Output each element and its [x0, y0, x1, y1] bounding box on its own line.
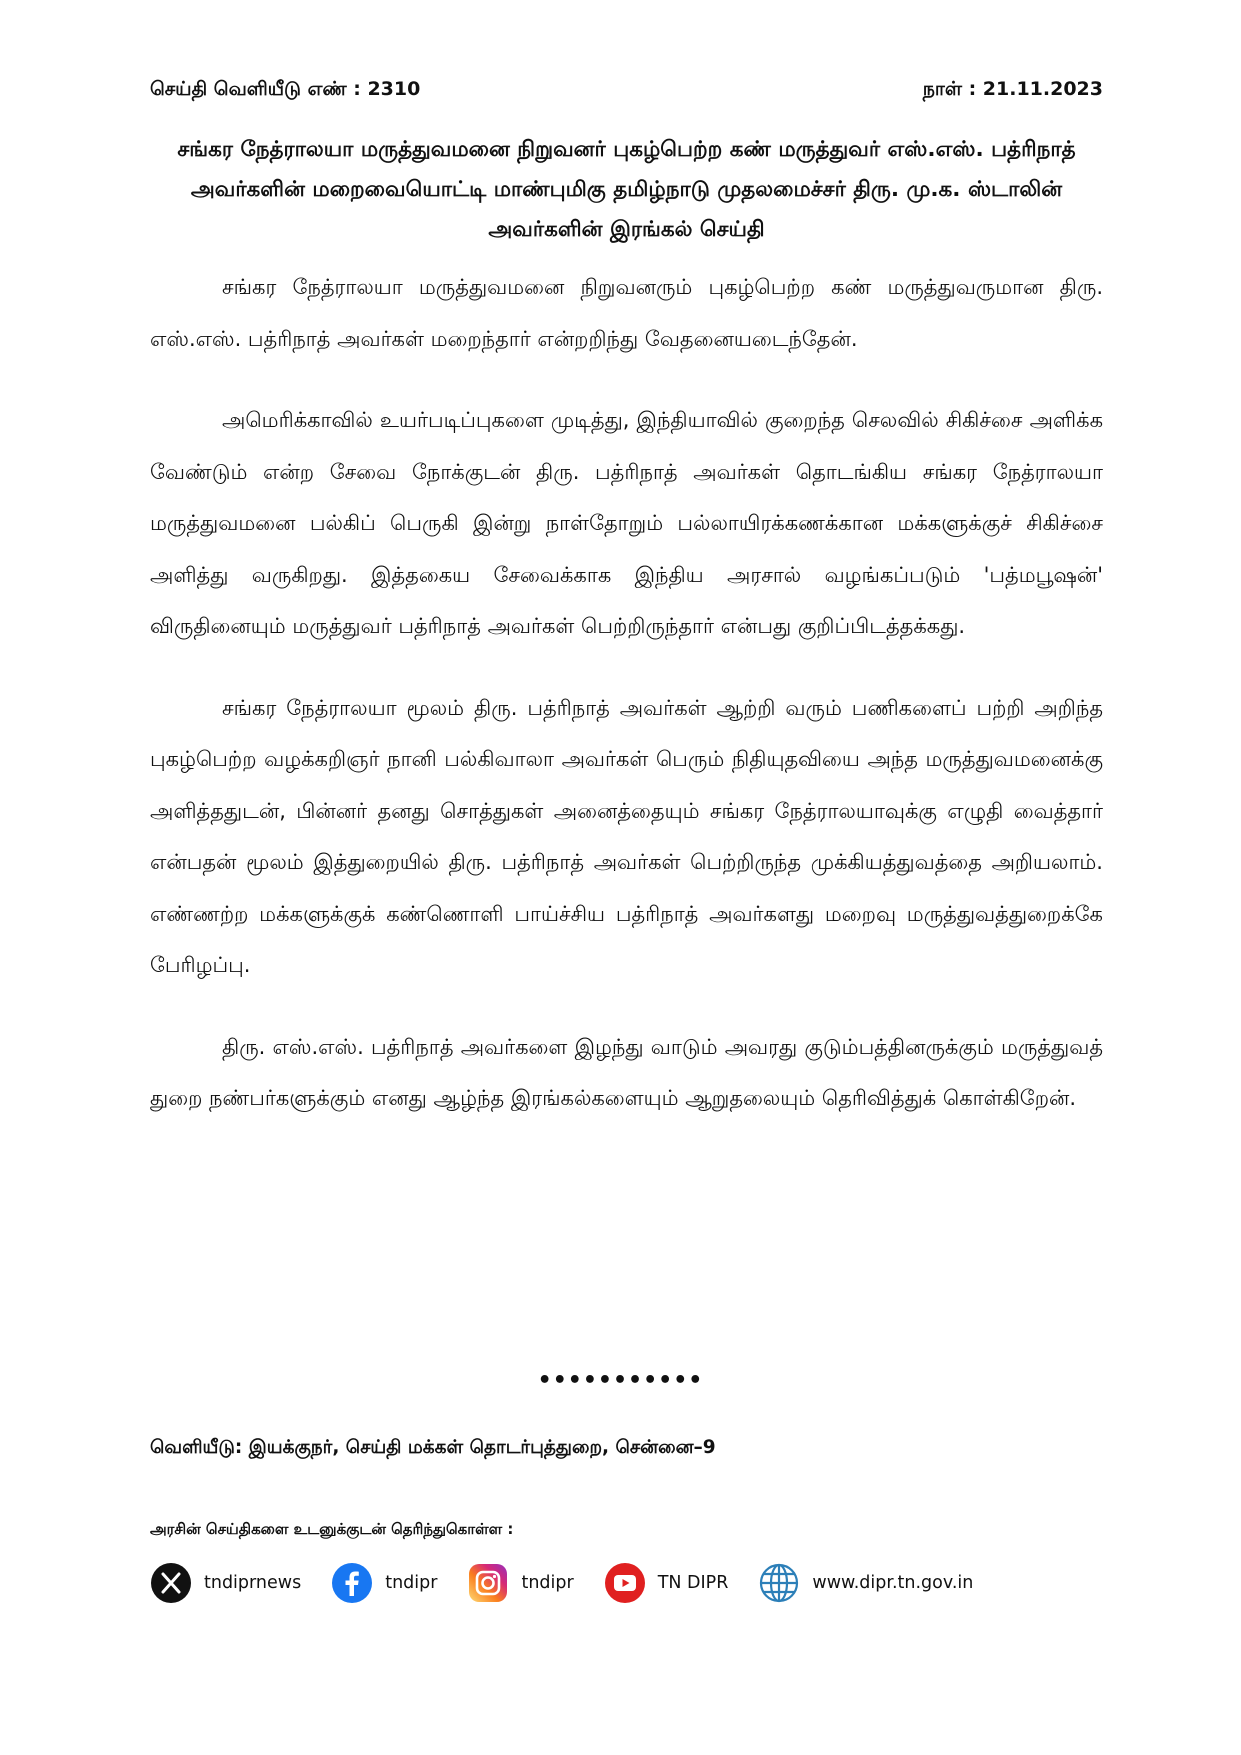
- paragraph-4: திரு. எஸ்.எஸ். பத்ரிநாத் அவர்களை இழந்து வாடும் அவரது குடும்பத்தினருக்கும் மருத்துவத் துறை நண்பர்களுக்கும் எனது ஆழ்ந்த இரங்கல்களையும் ஆறுதலையும் தெரிவித்துக் கொள்கிறேன்.: [150, 1034, 1103, 1110]
- release-date: நாள் : 21.11.2023: [922, 78, 1103, 100]
- youtube-icon: [604, 1562, 646, 1604]
- social-links: [150, 1562, 1003, 1604]
- facebook-icon: [331, 1562, 373, 1604]
- release-number: செய்தி வெளியீடு எண் : 2310: [150, 78, 421, 100]
- header-meta: [150, 78, 1103, 103]
- headline: சங்கர நேத்ராலயா மருத்துவமனை நிறுவனர் புகழ்பெற்ற கண் மருத்துவர் எஸ்.எஸ். பத்ரிநாத் அவர்களின் மறைவையொட்டி மாண்புமிகு தமிழ்நாடு முதலமைச்சர் திரு. மு.க. ஸ்டாலின் அவர்களின் இரங்கல் செய்தி: [177, 137, 1076, 242]
- social-website[interactable]: [758, 1562, 973, 1604]
- social-facebook[interactable]: [331, 1562, 437, 1604]
- social-youtube[interactable]: [604, 1562, 729, 1604]
- social-x[interactable]: [150, 1562, 301, 1604]
- social-facebook-label: tndipr: [385, 1573, 438, 1593]
- instagram-icon: [467, 1562, 509, 1604]
- paragraph-3: சங்கர நேத்ராலயா மூலம் திரு. பத்ரிநாத் அவர்கள் ஆற்றி வரும் பணிகளைப் பற்றி அறிந்த புகழ்பெற்ற வழக்கறிஞர் நானி பல்கிவாலா அவர்கள் பெரும் நிதியுதவியை அந்த மருத்துவமனைக்கு அளித்ததுடன், பின்னர் தனது சொத்துகள் அனைத்தையும் சங்கர நேத்ராலயாவுக்கு எழுதி வைத்தார் என்பதன் மூலம் இத்துறையில் திரு. பத்ரிநாத் அவர்கள் பெற்றிருந்த முக்கியத்துவத்தை அறியலாம். எண்ணற்ற மக்களுக்குக் கண்ணொளி பாய்ச்சிய பத்ரிநாத் அவர்களது மறைவு மருத்துவத்துறைக்கே பேரிழப்பு.: [150, 695, 1103, 977]
- social-website-label: www.dipr.tn.gov.in: [812, 1573, 974, 1593]
- social-youtube-label: TN DIPR: [657, 1573, 729, 1593]
- separator: •••••••••••: [537, 1368, 704, 1393]
- paragraph-2: அமெரிக்காவில் உயர்படிப்புகளை முடித்து, இந்தியாவில் குறைந்த செலவில் சிகிச்சை அளிக்க வேண்டும் என்ற சேவை நோக்குடன் திரு. பத்ரிநாத் அவர்கள் தொடங்கிய சங்கர நேத்ராலயா மருத்துவமனை பல்கிப் பெருகி இன்று நாள்தோறும் பல்லாயிரக்கணக்கான மக்களுக்குச் சிகிச்சை அளித்து வருகிறது. இத்தகைய சேவைக்காக இந்திய அரசால் வழங்கப்படும் 'பத்மபூஷன்' விருதினையும் மருத்துவர் பத்ரிநாத் அவர்கள் பெற்றிருந்தார் என்பது குறிப்பிடத்தக்கது.: [150, 408, 1103, 638]
- social-instagram-label: tndipr: [521, 1573, 574, 1593]
- body-text: [150, 262, 1103, 1155]
- social-x-label: tndiprnews: [204, 1573, 302, 1593]
- release-by: வெளியீடு: இயக்குநர், செய்தி மக்கள் தொடர்புத்துறை, சென்னை–9: [150, 1437, 716, 1458]
- paragraph-1: சங்கர நேத்ராலயா மருத்துவமனை நிறுவனரும் புகழ்பெற்ற கண் மருத்துவருமான திரு. எஸ்.எஸ். பத்ரிநாத் அவர்கள் மறைந்தார் என்றறிந்து வேதனையடைந்தேன்.: [150, 275, 1103, 351]
- follow-text: அரசின் செய்திகளை உடனுக்குடன் தெரிந்துகொள்ள :: [150, 1520, 514, 1538]
- x-icon: [150, 1562, 192, 1604]
- social-instagram[interactable]: [467, 1562, 573, 1604]
- globe-icon: [758, 1562, 800, 1604]
